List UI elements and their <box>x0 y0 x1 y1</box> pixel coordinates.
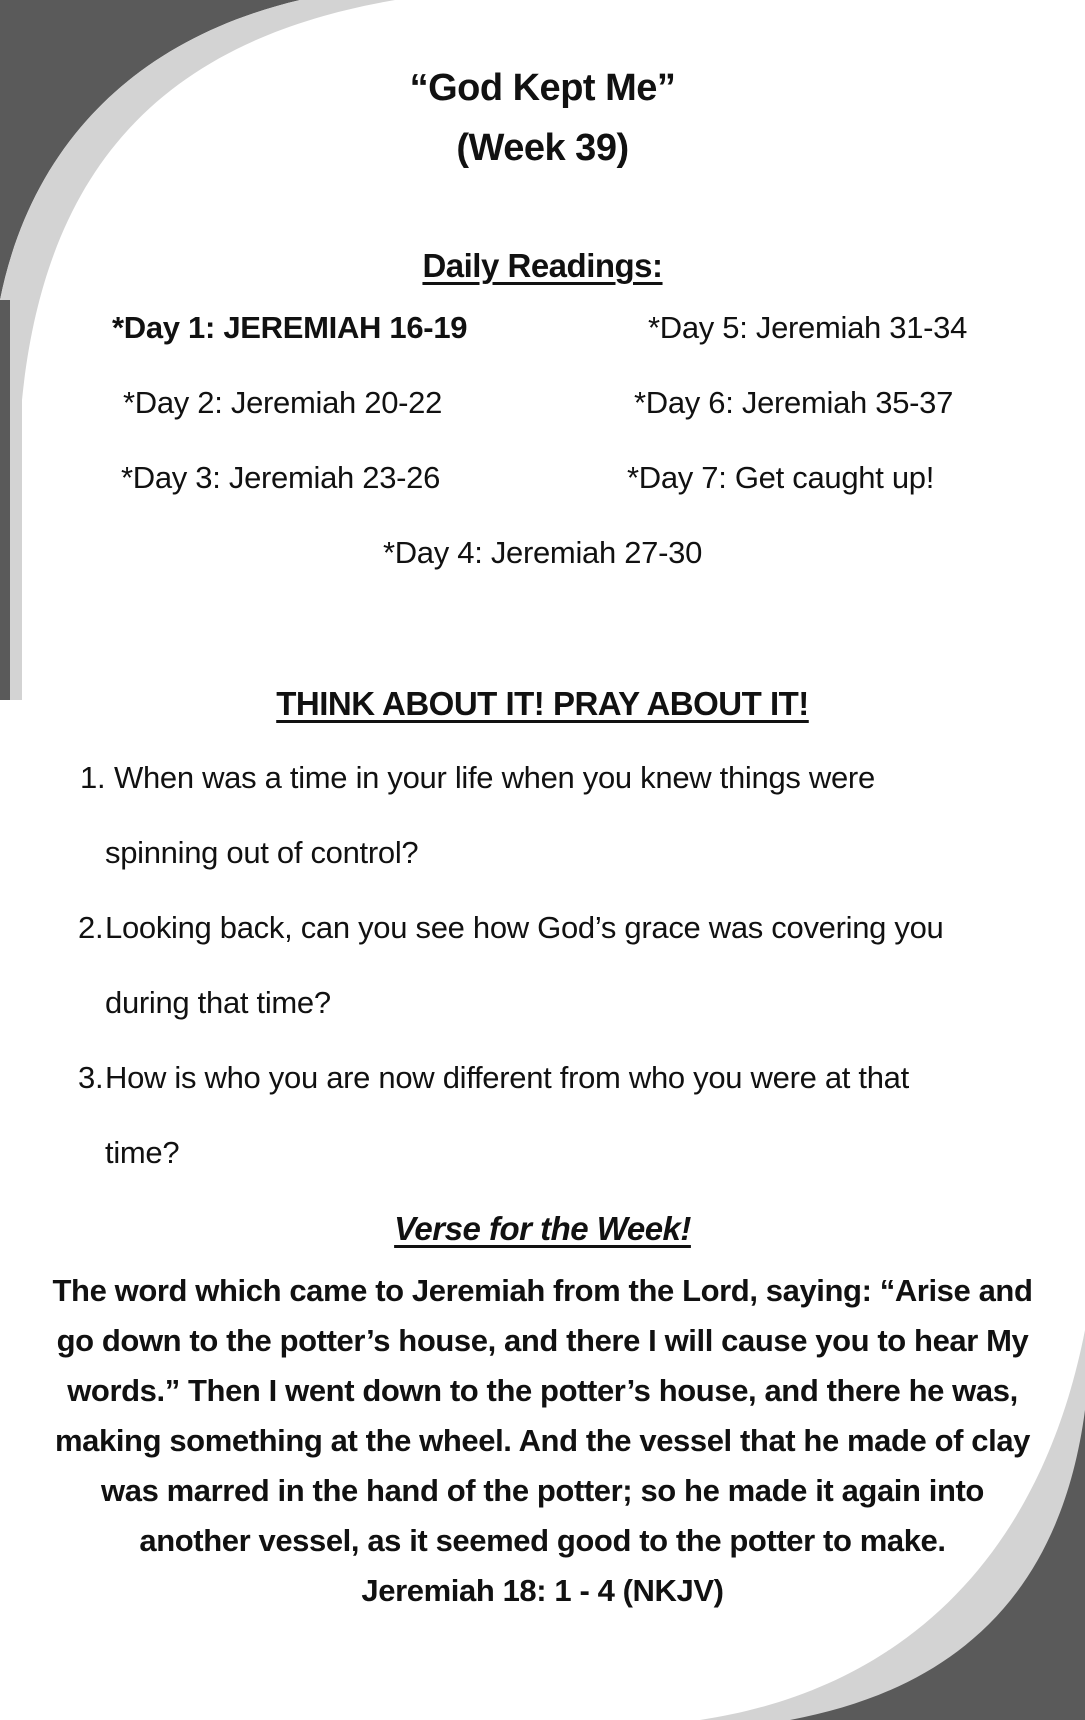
question-2-number: 2. <box>78 910 104 945</box>
reading-day-2: *Day 2: Jeremiah 20-22 <box>123 385 443 420</box>
reading-day-3: *Day 3: Jeremiah 23-26 <box>121 460 441 495</box>
question-3-line-1: How is who you are now different from who you were at that <box>105 1060 909 1095</box>
question-1-line-2: spinning out of control? <box>105 835 419 870</box>
daily-readings-heading: Daily Readings: <box>422 247 663 284</box>
verse-line-1: The word which came to Jeremiah from the Lord, saying: “Arise and <box>52 1273 1033 1308</box>
reading-day-4: *Day 4: Jeremiah 27-30 <box>382 535 703 570</box>
think-pray-heading: THINK ABOUT IT! PRAY ABOUT IT! <box>276 685 809 722</box>
verse-text <box>0 1266 1085 1616</box>
question-1-line-1: When was a time in your life when you knew things were <box>114 760 875 795</box>
reading-day-1: *Day 1: JEREMIAH 16-19 <box>112 310 468 345</box>
verse-line-4: making something at the wheel. And the vessel that he made of clay <box>54 1423 1031 1458</box>
verse-line-3: words.” Then I went down to the potter’s house, and there he was, <box>67 1373 1018 1408</box>
question-3-line-2: time? <box>105 1135 180 1170</box>
question-2-line-2: during that time? <box>105 985 331 1020</box>
reading-day-7: *Day 7: Get caught up! <box>627 460 935 495</box>
title-line-2: (Week 39) <box>456 127 629 169</box>
verse-line-6: another vessel, as it seemed good to the potter to make. <box>139 1523 946 1558</box>
title-line-1: “God Kept Me” <box>409 67 676 109</box>
verse-line-5: was marred in the hand of the potter; so he made it again into <box>101 1473 984 1508</box>
question-3-number: 3. <box>78 1060 104 1095</box>
verse-line-2: go down to the potter’s house, and there I will cause you to hear My <box>56 1323 1029 1358</box>
question-1-number: 1. <box>80 760 106 795</box>
page-title <box>0 58 1085 178</box>
verse-reference: Jeremiah 18: 1 - 4 (NKJV) <box>361 1573 724 1608</box>
reading-day-6: *Day 6: Jeremiah 35-37 <box>634 385 954 420</box>
verse-heading: Verse for the Week! <box>394 1210 691 1247</box>
question-2-line-1: Looking back, can you see how God’s grace was covering you <box>105 910 944 945</box>
reading-day-5: *Day 5: Jeremiah 31-34 <box>648 310 968 345</box>
